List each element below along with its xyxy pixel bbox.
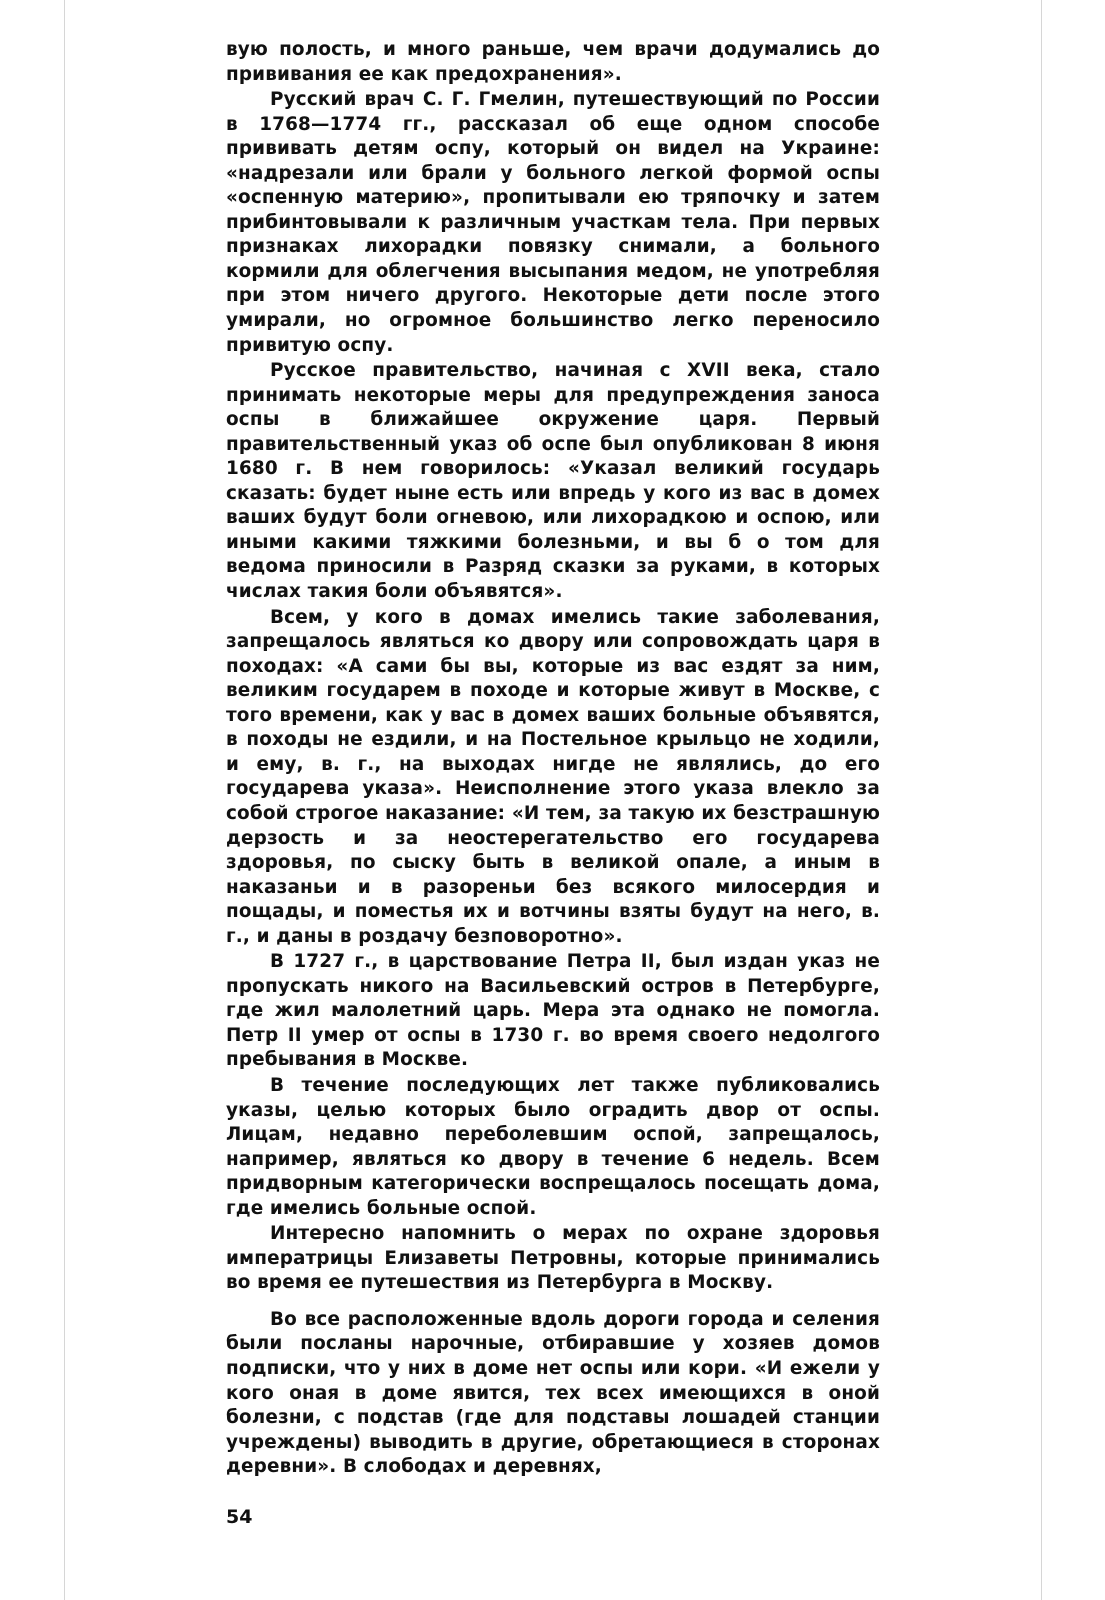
paragraph-decree-1680: Русское правительство, начиная с XVII века, стало принимать некоторые меры для предупреждения заноса оспы в ближайшее окружение царя. Первый правительственный указ об оспе был опубликован 8 июня 1680 г. В нем говорилось: «Указал великий государь сказать: будет ныне есть или впредь у кого из вас в домех ваших будут боли огневою, или лихорадкою и оспою, или иными какими тяжкими болезньми, и вы б о том для ведома приносили в Разряд сказки за руками, в которых числах такия боли объявятся». xyxy=(226,360,880,603)
body-text xyxy=(226,38,880,1480)
page-left-edge xyxy=(64,0,65,1600)
page-right-edge xyxy=(1041,0,1042,1600)
paragraph-continuation: вую полость, и много раньше, чем врачи додумались до прививания ее как предохранения». xyxy=(226,39,880,85)
paragraph-travel-measures: Во все расположенные вдоль дороги города и селения были посланы нарочные, отбиравшие у хозяев домов подписки, что у них в доме нет оспы или кори. «И ежели у кого оная в доме явится, тех всех имеющихся в оной болезни, с подстав (где для подставы лошадей станции учреждены) выводить в другие, обретающиеся в сторонах деревни». В слободах и деревнях, xyxy=(226,1308,880,1478)
paragraph-peter-ii: В 1727 г., в царствование Петра II, был издан указ не пропускать никого на Васильевский остров в Петербурге, где жил малолетний царь. Мера эта однако не помогла. Петр II умер от оспы в 1730 г. во время своего недолгого пребывания в Москве. xyxy=(226,951,880,1071)
paragraph-elizabeth: Интересно напомнить о мерах по охране здоровья императрицы Елизаветы Петровны, которые принимались во время ее путешествия из Петербурга в Москву. xyxy=(226,1223,880,1294)
page-number: 54 xyxy=(226,1506,253,1528)
paragraph-later-decrees: В течение последующих лет также публиковались указы, целью которых было оградить двор от оспы. Лицам, недавно переболевшим оспой, запрещалось, например, являться ко двору в течение 6 недель. Всем придворным категорически воспрещалось посещать дома, где имелись больные оспой. xyxy=(226,1074,880,1219)
paragraph-court-ban: Всем, у кого в домах имелись такие заболевания, запрещалось являться ко двору или сопровождать царя в походах: «А сами бы вы, которые из вас ездят за ним, великим государем в походе и которые живут в Москве, с того времени, как у вас в домех ваших больные объявятся, в походы не ездили, и на Постельное крыльцо не ходили, и ему, в. г., на выходах нигде не являлись, до его государева указа». Неисполнение этого указа влекло за собой строгое наказание: «И тем, за такую их безстрашную дерзость и за неостерегательство его государева здоровья, по сыску быть в великой опале, а иным в наказаньи и в разореньи без всякого милосердия и пощады, и поместья их и вотчины взяты будут на него, в. г., и даны в роздачу безповоротно». xyxy=(226,606,880,947)
paragraph-gmelin: Русский врач С. Г. Гмелин, путешествующий по России в 1768—1774 гг., рассказал об еще одном способе прививать детям оспу, который он видел на Украине: «надрезали или брали у больного легкой формой оспы «оспенную материю», пропитывали ею тряпочку и затем прибинтовывали к различным участкам тела. При первых признаках лихорадки повязку снимали, а больного кормили для облегчения высыпания медом, не употребляя при этом ничего другого. Некоторые дети после этого умирали, но огромное большинство легко переносило привитую оспу. xyxy=(226,89,880,356)
